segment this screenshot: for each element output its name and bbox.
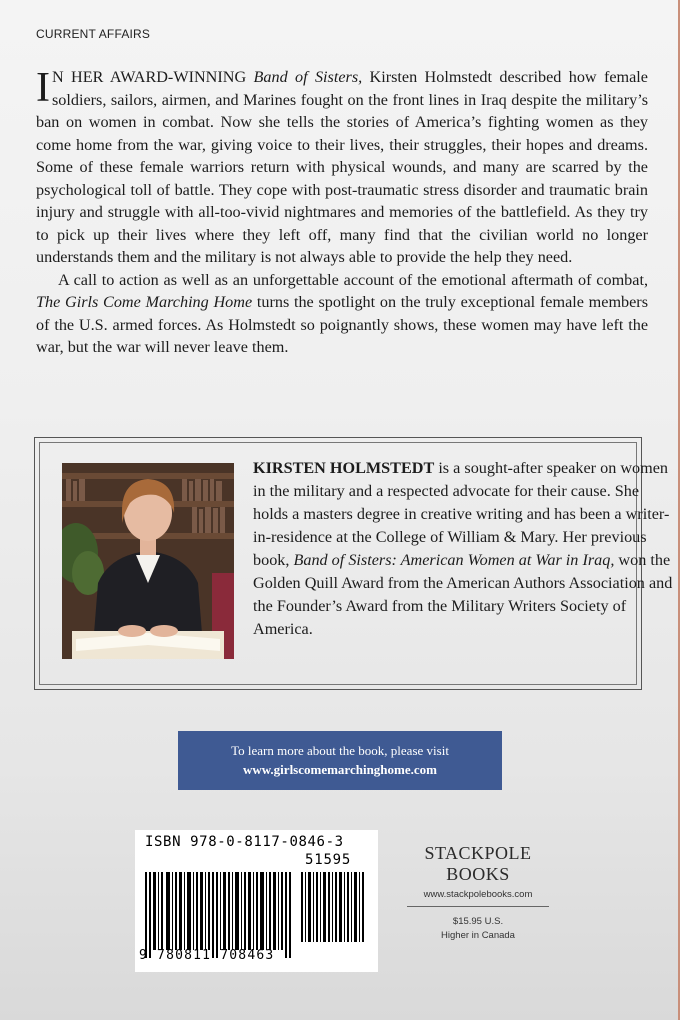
publisher-name-line-2: BOOKS — [446, 864, 510, 884]
isbn-barcode — [135, 830, 378, 972]
blurb-book-title: Band of Sisters, — [253, 68, 363, 86]
website-promo-banner — [178, 731, 502, 790]
website-link[interactable]: www.girlscomemarchinghome.com — [242, 762, 437, 777]
author-bio-box — [34, 437, 673, 690]
book-blurb — [36, 66, 648, 359]
barcode-digits: 9 780811 708463 — [139, 948, 275, 963]
bio-text-1: is a sought-after speaker on women in the military and a respected advocate for their cause. She holds a masters degree in creative writing and has been a writer-in-residence at the College of William & Mary. Her previous book, — [253, 459, 670, 569]
price-us: $15.95 U.S. — [452, 916, 504, 927]
drop-cap: I — [36, 65, 50, 111]
blurb-paragraph-2 — [36, 269, 648, 359]
publisher-name-line-1: STACKPOLE — [424, 843, 532, 863]
ean-barcode-bars — [145, 872, 295, 958]
blurb-lead: N HER AWARD-WINNING — [52, 68, 254, 86]
author-photo — [62, 463, 234, 659]
publisher-block — [398, 843, 558, 943]
blurb-lead-2: A call to action as well as an unforgettable account of the emotional aftermath of combat, — [58, 270, 648, 289]
author-bio — [253, 457, 673, 641]
bio-previous-book: Band of Sisters: American Women at War in Iraq, — [293, 551, 615, 569]
author-name: KIRSTEN HOLMSTEDT — [253, 459, 435, 477]
price-canada: Higher in Canada — [441, 930, 515, 941]
blurb-text-2: turns the spotlight on the truly exceptional female members of the U.S. armed forces. As Holmstedt so poignantly shows, these women may have left the war, but the war will never leave them. — [36, 293, 649, 356]
price-barcode-bars — [301, 872, 367, 942]
blurb-book-title-2: The Girls Come Marching Home — [36, 293, 253, 311]
publisher-divider — [407, 906, 549, 907]
blurb-text: Kirsten Holmstedt described how female soldiers, sailors, airmen, and Marines fought on the front lines in Iraq despite the military’s ban on women in combat. Now she tells the stories of America’s fighting women as they come home from the war, giving voice to their lives, their struggles, their hopes and dreams. Some of these female warriors return with physical wounds, and many are scarred by the psychological toll of battle. They cope with post-traumatic stress disorder and traumatic brain injury and struggle with all-too-vivid nightmares and memories of the battlefield. As they try to pick up their lives where they left off, many find that the civilian world no longer understands them and the military is not always able to provide the help they need. — [36, 68, 648, 266]
isbn-number: ISBN 978-0-8117-0846-3 — [145, 834, 344, 850]
blurb-paragraph-1 — [36, 66, 648, 269]
promo-text: To learn more about the book, please visit — [231, 743, 449, 758]
category-label: CURRENT AFFAIRS — [36, 27, 151, 41]
bio-text-2: won the Golden Quill Award from the American Authors Association and the Founder’s Award from the Military Writers Society of America. — [253, 551, 673, 638]
publisher-url[interactable]: www.stackpolebooks.com — [423, 889, 533, 900]
barcode-price-code: 51595 — [305, 852, 352, 868]
